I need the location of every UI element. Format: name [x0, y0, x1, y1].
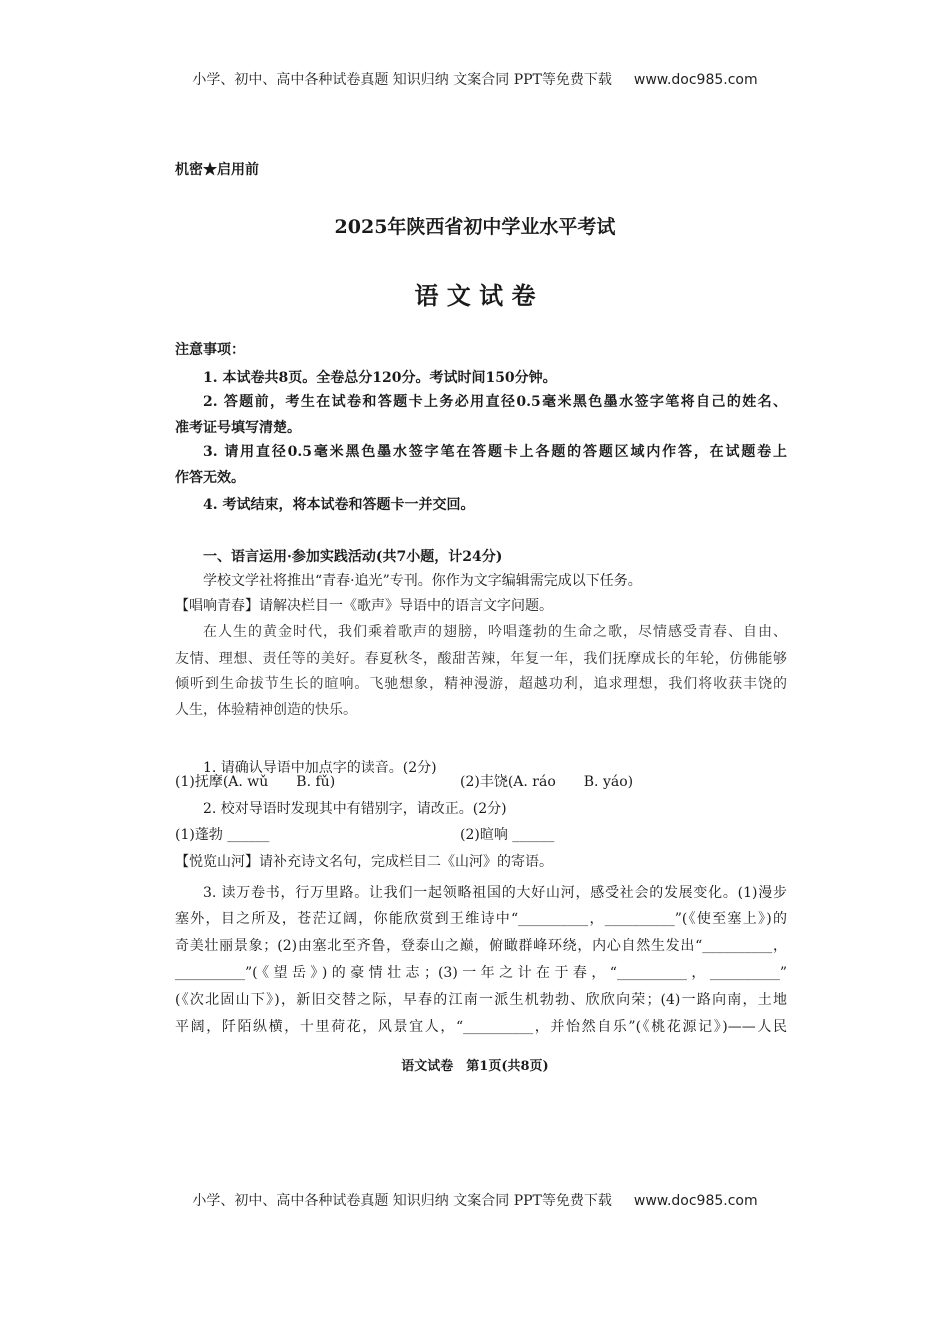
question-3-line: (《次北固山下》)，新旧交替之际，早春的江南一派生机勃勃、欣欣向荣；(4)一路向南，土地 [175, 992, 787, 1008]
exam-title: 2025年陕西省初中学业水平考试 [334, 216, 616, 238]
question-3-line: 塞外，目之所及，苍茫辽阔，你能欣赏到王维诗中“__________，__________”(《使至塞上》)的 [175, 911, 787, 927]
passage-line: 在人生的黄金时代，我们乘着歌声的翅膀，吟唱蓬勃的生命之歌，尽情感受青春、自由、 [203, 624, 787, 640]
question-2-item-a: (1)蓬勃 ______ [175, 827, 270, 843]
notice-line: 作答无效。 [175, 470, 245, 486]
task-2: 【悦览山河】请补充诗文名句，完成栏目二《山河》的寄语。 [175, 854, 553, 870]
passage-line: 倾听到生命拔节生长的暄响。飞驰想象，精神漫游，超越功利，追求理想，我们将收获丰饶的 [175, 676, 787, 692]
question-1: 1. 请确认导语中加点字的读音。(2分) [203, 760, 437, 776]
question-3-line: __________”(《望岳》)的豪情壮志；(3)一年之计在于春，“__________，__________” [175, 965, 787, 981]
notice-line: 2. 答题前，考生在试卷和答题卡上务必用直径0.5毫米黑色墨水签字笔将自己的姓名、 [203, 394, 787, 410]
question-1-option-a: (1)抚摩(A. wǔ B. fǔ) [175, 774, 336, 790]
task-1: 【唱响青春】请解决栏目一《歌声》导语中的语言文字问题。 [175, 598, 553, 614]
passage-line: 人生，体验精神创造的快乐。 [175, 702, 357, 718]
question-3-line: 奇美壮丽景象；(2)由塞北至齐鲁，登泰山之巅，俯瞰群峰环绕，内心自然生发出“__________， [175, 938, 787, 954]
question-3-line: 3. 读万卷书，行万里路。让我们一起领略祖国的大好山河，感受社会的发展变化。(1)漫步 [203, 885, 787, 901]
watermark-text: 小学、初中、高中各种试卷真题 知识归纳 文案合同 PPT等免费下载 [192, 1193, 612, 1209]
section-heading: 一、语言运用·参加实践活动(共7小题，计24分) [203, 549, 503, 565]
question-2-item-b: (2)暄响 ______ [460, 827, 555, 843]
passage-line: 友情、理想、责任等的美好。春夏秋冬，酸甜苦辣，年复一年，我们抚摩成长的年轮，仿佛能够 [175, 651, 787, 667]
question-2: 2. 校对导语时发现其中有错别字，请改正。(2分) [203, 801, 507, 817]
notice-heading: 注意事项： [175, 342, 245, 358]
watermark-footer [0, 1190, 950, 1210]
notice-line: 1. 本试卷共8页。全卷总分120分。考试时间150分钟。 [203, 370, 557, 386]
notice-line: 3. 请用直径0.5毫米黑色墨水签字笔在答题卡上各题的答题区域内作答，在试题卷上 [203, 444, 787, 460]
question-3-line: 平阔，阡陌纵横，十里荷花，风景宜人，“__________，并怡然自乐”(《桃花源记》)——人民 [175, 1019, 787, 1035]
notice-line: 准考证号填写清楚。 [175, 420, 301, 436]
watermark-header [0, 69, 950, 89]
notice-line: 4. 考试结束，将本试卷和答题卡一并交回。 [203, 497, 475, 513]
section-intro: 学校文学社将推出“青春·追光”专刊。你作为文字编辑需完成以下任务。 [203, 573, 642, 589]
watermark-url[interactable]: www.doc985.com [633, 1193, 758, 1209]
page-footer: 语文试卷 第1页(共8页) [401, 1059, 549, 1074]
question-1-option-b: (2)丰饶(A. ráo B. yáo) [460, 774, 634, 790]
paper-title: 语 文 试 卷 [414, 282, 536, 310]
confidential-label: 机密★启用前 [175, 162, 259, 178]
watermark-text: 小学、初中、高中各种试卷真题 知识归纳 文案合同 PPT等免费下载 [192, 72, 612, 88]
watermark-url[interactable]: www.doc985.com [633, 72, 758, 88]
